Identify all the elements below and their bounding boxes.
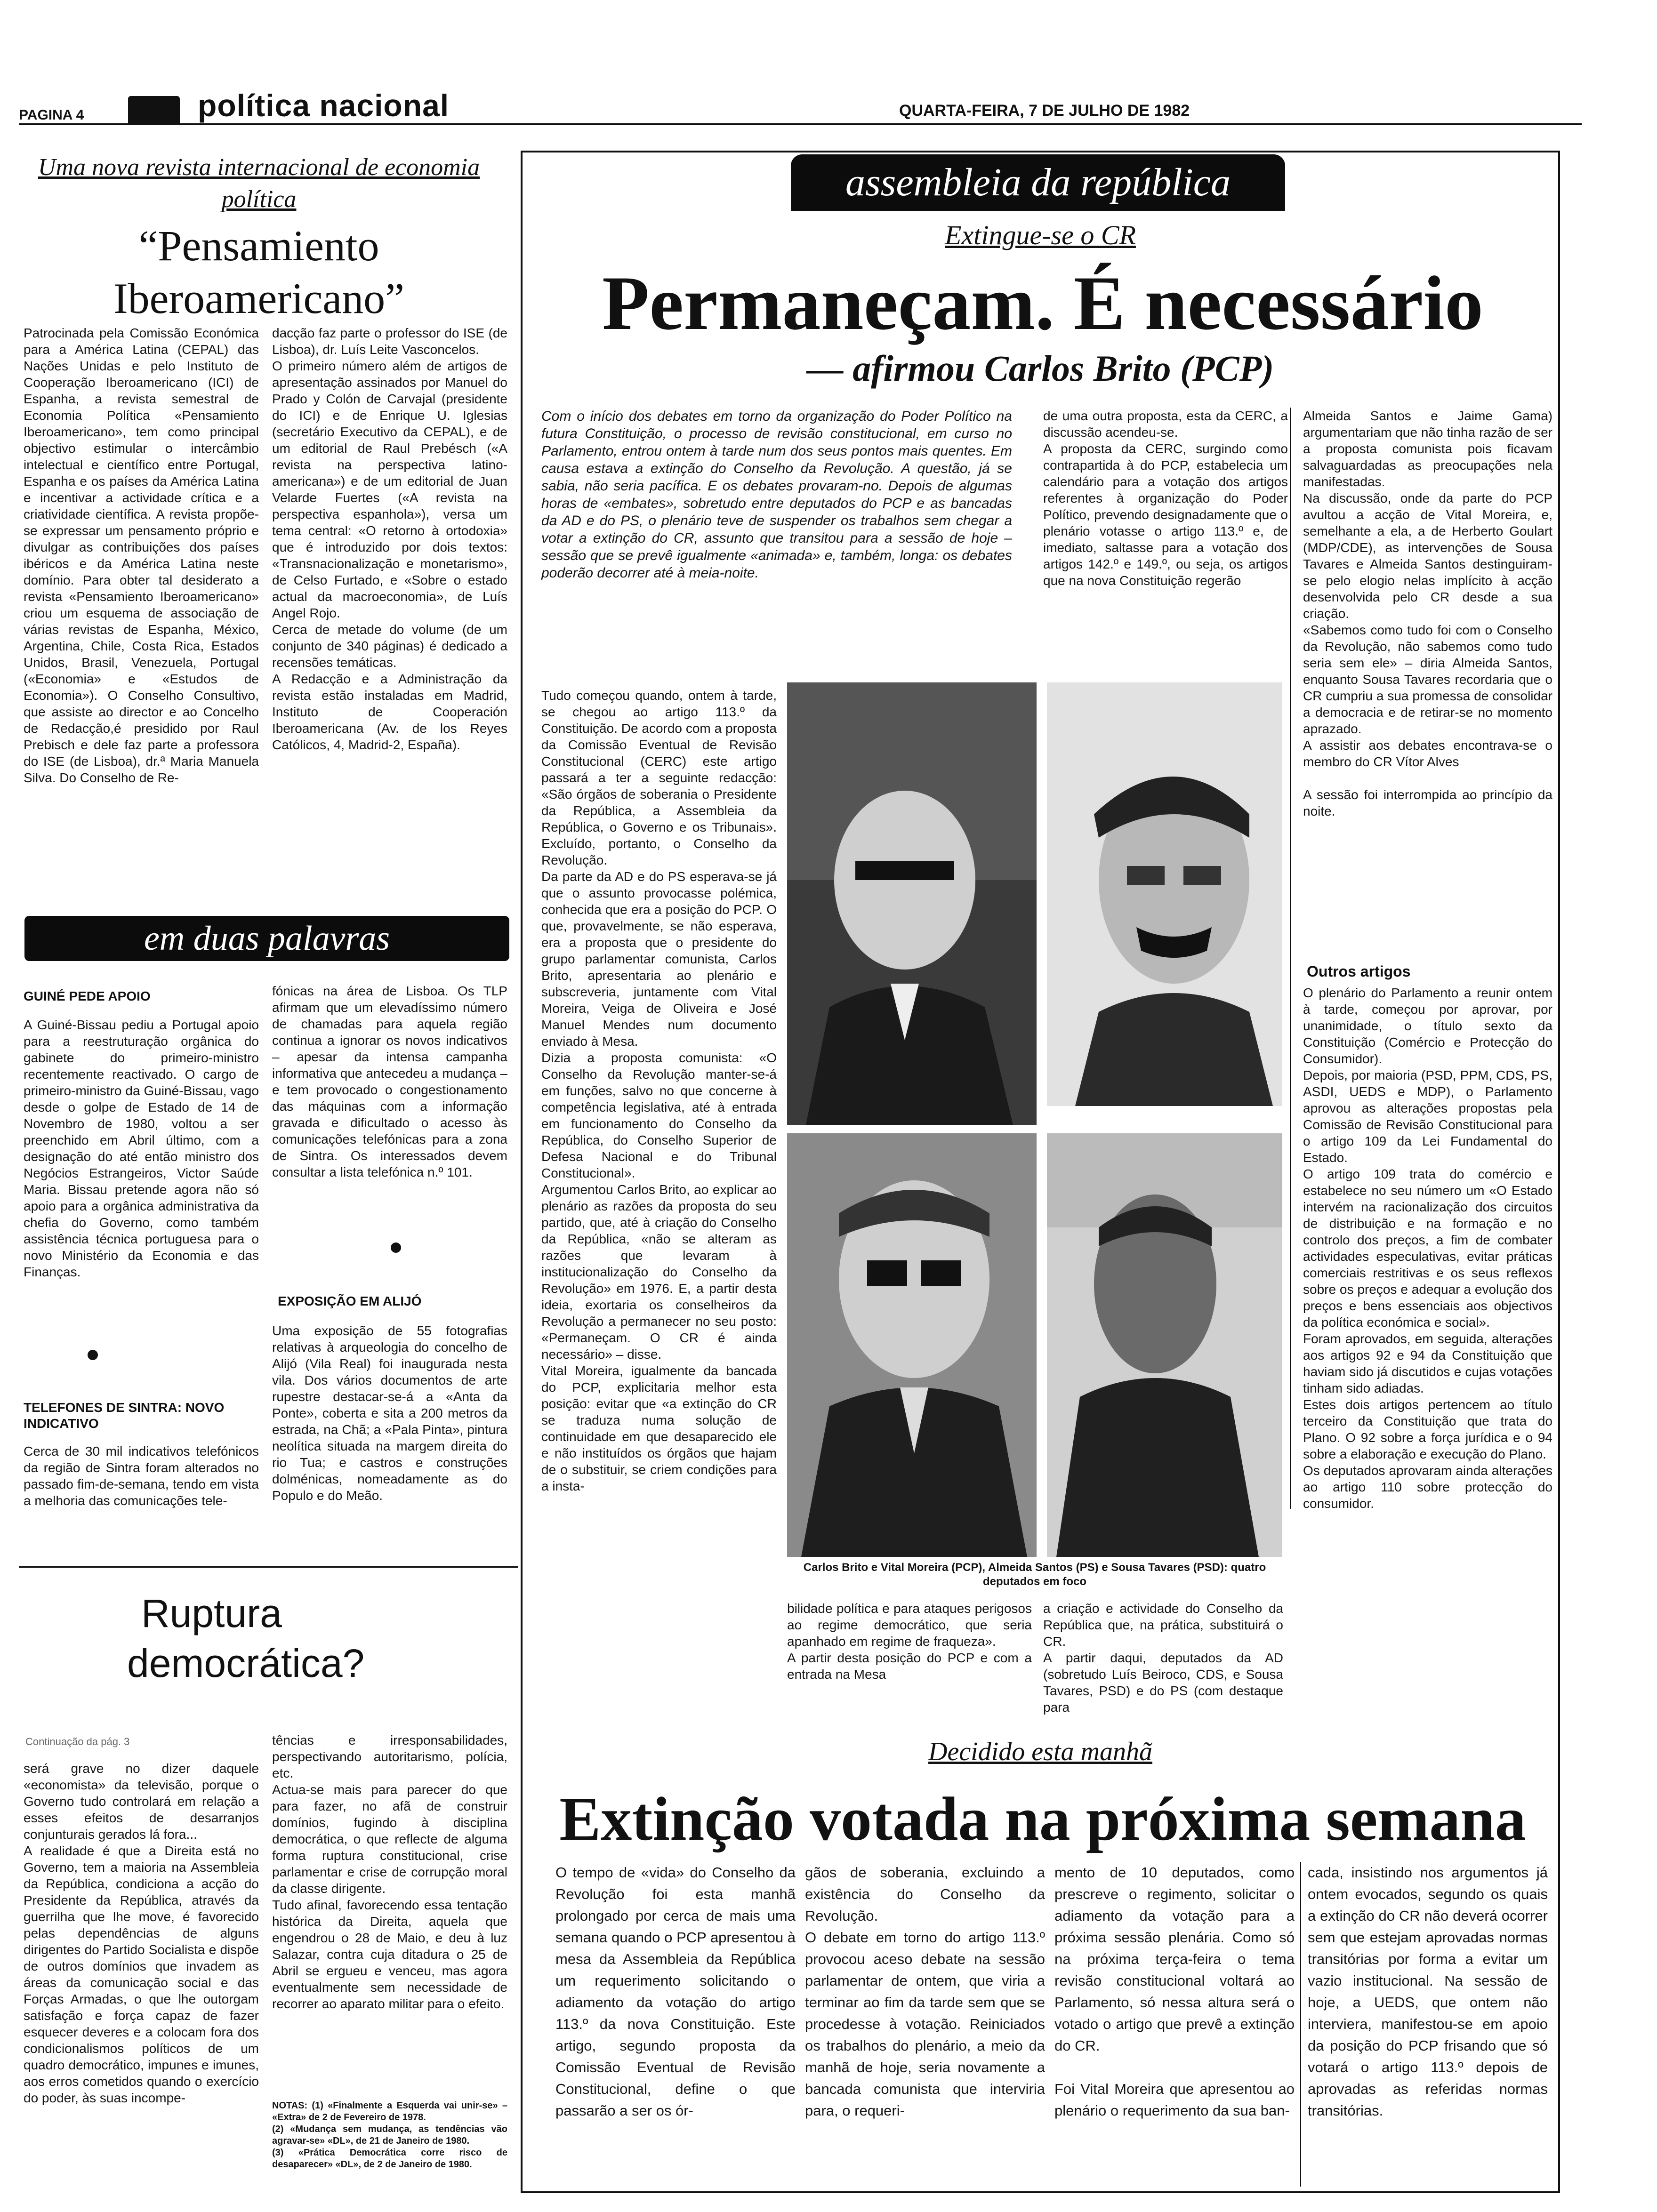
ruptura-col-1: será grave no dizer daquele «economista» da televisão, porque o Governo tudo controlará em relação a esses efeitos de desarranjos conjunturais gerados lá fora... A realidade é que a Direita está no Governo, tem a maioria na Assembleia da República, condiciona a acção do Presidente da República, através da guerrilha que lhe move, é favorecido pelas dependências de alguns dirigentes do Partido Socialista e dispõe de outros domínios que invadem as áreas da comunicação social e das Forças Armadas, o que lhe outorgam satisfação e força capaz de fazer esquecer deveres e a colocam fora dos condicionalismos políticos de um quadro democrático, impunes e imunes, aos erros cometidos quando o exercício do poder, às suas incompe-	[24, 1761, 259, 2105]
assembleia-banner-title: assembleia da república	[845, 160, 1231, 204]
sintra-body-cont: fónicas na área de Lisboa. Os TLP afirmam que um elevadíssimo número de chamadas para aquela região continua a ignorar os novos indicativos – apesar da intensa campanha informativa que antecedeu a mudança – e tem provocado o congestionamento das máquinas com a informação gravada e dificultado o acesso às comunicações telefónicas para a zona de Sintra. Os interessados devem consultar a lista telefónica n.º 101.	[272, 984, 507, 1179]
extincao-col-1: O tempo de «vida» do Conselho da Revolução foi esta manhã prolongado por cerca de mais uma semana quando o PCP apresentou à mesa da Assembleia da República um requerimento solicitando o adiamento da votação do artigo 113.º da nova Constituição. Este artigo, segundo proposta da Comissão Eventual de Revisão Constitucional, define o que passarão a ser os ór-	[555, 1864, 796, 2119]
col-4-top: Almeida Santos e Jaime Gama) argumentariam que não tinha razão de ser a proposta comunista pois ficavam salvaguardadas as preocupações nela manifestadas. Na discussão, onde da parte do PCP avultou a acção de Vital Moreira, e, semelhante a ela, a de Herberto Goulart (MDP/CDE), as intervenções de Sousa Tavares e Almeida Santos destinguiram-se pelo elogio nelas implícito à acção desenvolvida pelo CR desde a sua criação. «Sabemos como tudo foi com o Conselho da Revolução, não sabemos como tudo seria sem ele» – diria Almeida Santos, enquanto Sousa Tavares recordaria que o CR cumpriu a sua promessa de consolidar a democracia e de retirar-se no momento aprazado. A assistir aos debates encontrava-se o membro do CR Vítor Alves A sessão foi interrompida ao princípio da noite.	[1303, 409, 1552, 818]
ruptura-title-1: Ruptura	[141, 1591, 282, 1635]
headline: Permaneçam. É necessário	[602, 261, 1483, 346]
section-rule	[19, 1566, 518, 1568]
guine-heading: GUINÉ PEDE APOIO	[24, 989, 151, 1003]
assembleia-banner	[791, 154, 1285, 211]
sintra-heading: TELEFONES DE SINTRA: NOVO INDICATIVO	[24, 1400, 225, 1431]
header-rule	[19, 123, 1582, 125]
under-photo-col-3: a criação e actividade do Conselho da República que, na prática, substituirá o CR. A partir daqui, deputados da AD (sobretudo Luís Beiroco, CDS, e Sousa Tavares, PSD) e do PS (com destaque para	[1043, 1601, 1283, 1715]
photo-caption: Carlos Brito e Vital Moreira (PCP), Almeida Santos (PS) e Sousa Tavares (PSD): quatro deputados em foco	[803, 1561, 1266, 1588]
ruptura-col-2: tências e irresponsabilidades, perspectivando autoritarismo, polícia, etc. Actua-se mais para parecer do que para fazer, no afã de construir domínios, fugindo à disciplina democrática, o que reflecte de alguma forma ruptura constitucional, crise parlamentar e crise de corrupção moral da classe dirigente. Tudo afinal, favorecendo essa tentação histórica da Direita, aquela que engendrou o 28 de Maio, e deu à luz Salazar, contra cuja ditadura o 25 de Abril se ergueu e venceu, mas agora eventualmente sem necessidade de recorrer ao aparato militar para o efeito.	[272, 1733, 507, 2011]
revista-title: “Pensamiento Iberoamericano”	[113, 222, 405, 322]
separator-dot	[391, 1242, 401, 1253]
outros-artigos-heading: Outros artigos	[1307, 963, 1411, 980]
photo-carlos-brito	[787, 682, 1037, 1125]
page-number: PAGINA 4	[19, 107, 84, 123]
continuation-note: Continuação da pág. 3	[25, 1736, 130, 1747]
em-duas-palavras-title: em duas palavras	[144, 919, 390, 958]
revista-col-1: Patrocinada pela Comissão Económica para a América Latina (CEPAL) das Nações Unidas e pelo Instituto de Cooperação Iberoamericano (ICI) de Espanha, a revista semestral de Economia Política «Pensamiento Iberoamericano», tem como principal objectivo estimular o intercâmbio intelectual e científico entre Portugal, Espanha e os países da América Latina e incentivar a actividade crítica e a criatividade científica. A revista propõe-se expressar um pensamento próprio e divulgar as contribuições dos países ibéricos e da América Latina neste domínio. Para obter tal desiderato a revista «Pensamiento Iberoamericano» criou um esquema de associação de várias revistas de Espanha, México, Argentina, Chile, Costa Rica, Estados Unidos, Brasil, Venezuela, Portugal («Economia» e «Estudos de Economia»). O Conselho Consultivo, que assiste ao director e ao Concelho de Redacção,é presidido por Raul Prebisch e dele faz parte a professora do ISE (de Lisboa), dr.ª Maria Manuela Silva. Do Conselho de Re-	[24, 326, 259, 785]
col-1-body: Tudo começou quando, ontem à tarde, se chegou ao artigo 113.º da Constituição. De acordo com a proposta da Comissão Eventual de Revisão Constitucional (CERC) este artigo passará a ter a seguinte redacção: «São órgãos de soberania o Presidente da República, a Assembleia da República, o Governo e os Tribunais». Excluído, portanto, o Conselho da Revolução. Da parte da AD e do PS esperava-se já que o assunto provocasse polémica, conhecida que era a posição do PCP. O que, provavelmente, se não esperava, era a proposta que o presidente do grupo parlamentar comunista, Carlos Brito, apresentaria ao plenário e subscreveria, juntamente com Vital Moreira, Veiga de Oliveira e José Manuel Mendes num documento enviado à Mesa. Dizia a proposta comunista: «O Conselho da Revolução manter-se-á em funções, salvo no que concerne à competência legislativa, até à entrada em funcionamento do Conselho da República, do Conselho Superior de Defesa Nacional e do Tribunal Constitucional». Argumentou Carlos Brito, ao explicar ao plenário as razões da proposta do seu partido, que, até à criação do Conselho da República, «não se alteram as razões que levaram à institucionalização do Conselho da Revolução» em 1976. E, a partir desta ideia, exortaria os conselheiros da Revolução a permanecer no seu posto: «Permaneçam. O CR é ainda necessário» – disse. Vital Moreira, igualmente da bancada do PCP, explicitaria melhor esta posição: evitar que «a extinção do CR se traduza numa solução de continuidade em que desaparecido ele e não instituídos os órgãos que hajam de o substituir, se criem condições para a insta-	[541, 688, 777, 1493]
photo-vital-moreira	[1047, 682, 1282, 1106]
extincao-divider	[1300, 1862, 1301, 2187]
revista-col-2: dacção faz parte o professor do ISE (de Lisboa), dr. Luís Leite Vasconcelos. O primeiro número além de artigos de apresentação assinados por Manuel do Prado y Colón de Carvajal (presidente do ICI) e de Enrique U. Iglesias (secretário Executivo da CEPAL), e de um editorial de Raul Prebésch («A revista na perspectiva latino-americana») e de um editorial de Juan Velarde Fuertes («A revista na perspectiva espanhola»), versa um tema central: «O retorno à ortodoxia» que é introduzido por dois textos: «Transnacionalização e monetarismo», de Celso Furtado, e «Sobre o estado actual da macroeconomia», de Luís Angel Rojo. Cerca de metade do volume (de um conjunto de 340 páginas) é dedicado a recensões temáticas. A Redacção e a Administração da revista estão instaladas em Madrid, Instituto de Cooperación Iberoamericana (Av. de los Reyes Católicos, 4, Madrid-2, España).	[272, 326, 507, 752]
ruptura-title-2: democrática?	[127, 1641, 365, 1685]
section-title: política nacional	[198, 88, 450, 123]
issue-date: QUARTA-FEIRA, 7 DE JULHO DE 1982	[899, 102, 1190, 120]
photo-almeida-santos	[787, 1133, 1037, 1557]
col-4-bottom: O plenário do Parlamento a reunir ontem à tarde, começou por aprovar, por unanimidade, o título sexto da Constituição (Comércio e Protecção do Consumidor). Depois, por maioria (PSD, PPM, CDS, PS, ASDI, UEDS e MDP), o Parlamento aprovou as alterações propostas pela Comissão de Revisão Constitucional para o artigo 109 da Lei Fundamental do Estado. O artigo 109 trata do comércio e estabelece no seu número um «O Estado intervém na racionalização dos circuitos de distribuição e na formação e no controlo dos preços, a fim de combater actividades especulativas, evitar práticas comerciais restritivas e os seus reflexos sobre os preços e adequar a evolução dos preços e bens essenciais aos objectivos da política económica e social». Foram aprovados, em seguida, alterações aos artigos 92 e 94 da Constituição que haviam sido já discutidos e cujas votações tinham sido adiadas. Estes dois artigos pertencem ao título terceiro da Constituição que trata do Plano. O 92 sobre a força jurídica e o 94 sobre a elaboração e execução do Plano. Os deputados aprovaram ainda alterações ao artigo 110 sobre protecção do consumidor.	[1303, 986, 1552, 1511]
under-photo-col-2: bilidade política e para ataques perigosos ao regime democrático, que seria apanhado em regime de fraqueza». A partir desta posição do PCP e com a entrada na Mesa	[787, 1601, 1032, 1682]
section-logo	[128, 96, 180, 125]
photo-sousa-tavares	[1047, 1133, 1282, 1557]
extincao-headline: Extinção votada na próxima semana	[559, 1784, 1526, 1853]
col-3-top: de uma outra proposta, esta da CERC, a discussão acendeu-se. A proposta da CERC, surgindo como contrapartida à do PCP, estabelecia um calendário para a votação dos artigos referentes à organização do Poder Político, prevendo designadamente que o plenário votasse o artigo 113.º e, de imediato, saltasse para a votação dos artigos 142.º e 149.º, ou seja, os artigos que na nova Constituição regerão	[1043, 409, 1288, 588]
em-duas-palavras-banner	[24, 916, 509, 961]
guine-body: A Guiné-Bissau pediu a Portugal apoio para a reestruturação orgânica do gabinete do primeiro-ministro recentemente reactivado. O cargo de primeiro-ministro da Guiné-Bissau, vago desde o golpe de Estado de 14 de Novembro de 1980, voltou a ser preenchido em Abril último, com a designação do até então ministro dos Negócios Estrangeiros, Victor Saúde Maria. Bissau pretende agora não só apoio para a orgânica administrativa da chefia do Governo, como também assistência técnica portuguesa para o novo Ministério da Economia e das Finanças.	[24, 1018, 259, 1279]
alijo-body: Uma exposição de 55 fotografias relativas à arqueologia do concelho de Alijó (Vila Real) foi inaugurada nesta vila. Dos vários documentos de arte rupestre destacar-se-á a «Anta da Ponte», coberta e sita a 200 metros da estrada, na Chã; a «Pala Pinta», pintura neolítica situada na margem direita do rio Tua; e castros e construções dolménicas, nomeadamente as do Populo e do Meão.	[272, 1323, 507, 1503]
col-divider	[1290, 408, 1291, 1509]
sintra-body: Cerca de 30 mil indicativos telefónicos da região de Sintra foram alterados no passado fim-de-semana, tendo em vista a melhoria das comunicações tele-	[24, 1444, 259, 1508]
extincao-col-3: mento de 10 deputados, como prescreve o regimento, solicitar o adiamento da votação para a próxima sessão plenária. Como só na próxima terça-feira o tema revisão constitucional voltará ao Parlamento, só nessa altura será o votado o artigo que prevê a extinção do CR. Foi Vital Moreira que apresentou ao plenário o requerimento da sua ban-	[1054, 1864, 1295, 2119]
revista-kicker: Uma nova revista internacional de economia política	[38, 154, 480, 213]
subhead: — afirmou Carlos Brito (PCP)	[806, 348, 1274, 389]
cr-kicker: Extingue-se o CR	[945, 220, 1136, 250]
separator-dot	[88, 1350, 98, 1360]
extincao-kicker: Decidido esta manhã	[928, 1737, 1152, 1766]
ruptura-notes: NOTAS: (1) «Finalmente a Esquerda vai unir-se» – «Extra» de 2 de Fevereiro de 1978. (2) «Mudança sem mudança, as tendências vão agravar-se» «DL», de 21 de Janeiro de 1980. (3) «Prática Democrática corre risco de desaparecer» «DL», de 2 de Janeiro de 1980.	[272, 2100, 507, 2170]
lead-paragraph: Com o início dos debates em torno da organização do Poder Político na futura Constituição, o processo de revisão constitucional, em curso no Parlamento, entrou ontem à tarde num dos seus pontos mais quentes. Em causa estava a extinção do Conselho da Revolução. A questão, já se sabia, não seria pacífica. E os debates provaram-no. Depois de algumas horas de «embates», sobretudo entre deputados do PCP e as bancadas da AD e do PS, o plenário teve de suspender os trabalhos sem chegar a votar a extinção do CR, assunto que transitou para a sessão de hoje – sessão que se prevê igualmente «animada» e, também, longa: os debates poderão decorrer até à meia-noite.	[541, 409, 1012, 581]
extincao-col-2: gãos de soberania, excluindo a existência do Conselho da Revolução. O debate em torno do artigo 113.º provocou aceso debate na sessão parlamentar de ontem, que viria a terminar ao fim da tarde sem que se procedesse à votação. Reiniciados os trabalhos do plenário, a meio da manhã de hoje, seria novamente a bancada comunista que interviria para, o requeri-	[805, 1864, 1045, 2119]
alijo-heading: EXPOSIÇÃO EM ALIJÓ	[278, 1294, 422, 1308]
extincao-col-4: cada, insistindo nos argumentos já ontem evocados, segundo os quais a extinção do CR não deverá ocorrer sem que estejam aprovadas normas transitórias por forma a evitar um vazio institucional. Na sessão de hoje, a UEDS, que ontem não interviera, manifestou-se em apoio da posição do PCP frisando que só votará o artigo 113.º depois de aprovadas as referidas normas transitórias.	[1308, 1864, 1548, 2119]
